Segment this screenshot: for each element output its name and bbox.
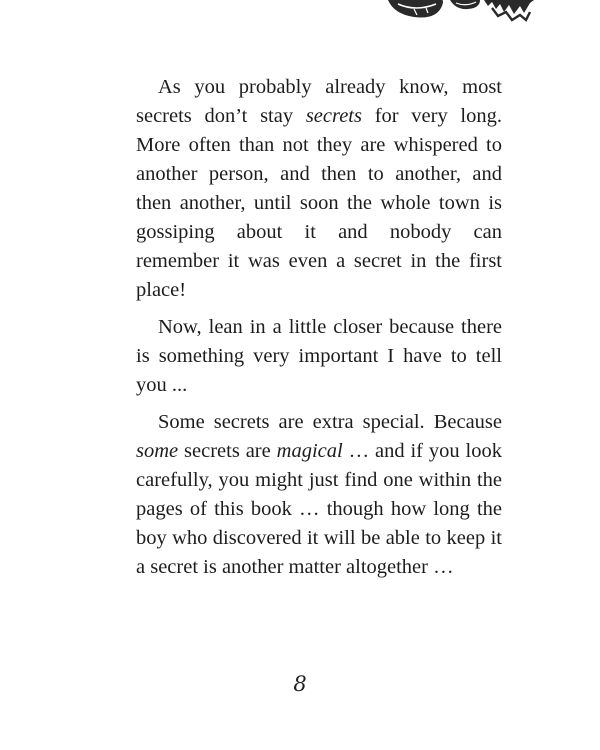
paragraph-1: As you probably already know, most secrets don’t stay secrets for very long. More often than not they are whispered to another person, and then to another, and then another, until soon the whole town is gossiping about it and nobody can remember it was even a secret in the first place! xyxy=(136,76,502,301)
paragraph-3: Some secrets are extra special. Because some secrets are magical … and if you look carefully, you might just find one within the pages of this book … though how long the boy who discovered it will be able to keep it a secret is another matter altogether … xyxy=(136,411,502,578)
paragraph-2: Now, lean in a little closer because there is something very important I have to tell you ... xyxy=(136,316,502,396)
page-number: 8 xyxy=(293,672,307,696)
body-text xyxy=(136,73,502,590)
leaf-ornament-icon xyxy=(384,0,534,24)
